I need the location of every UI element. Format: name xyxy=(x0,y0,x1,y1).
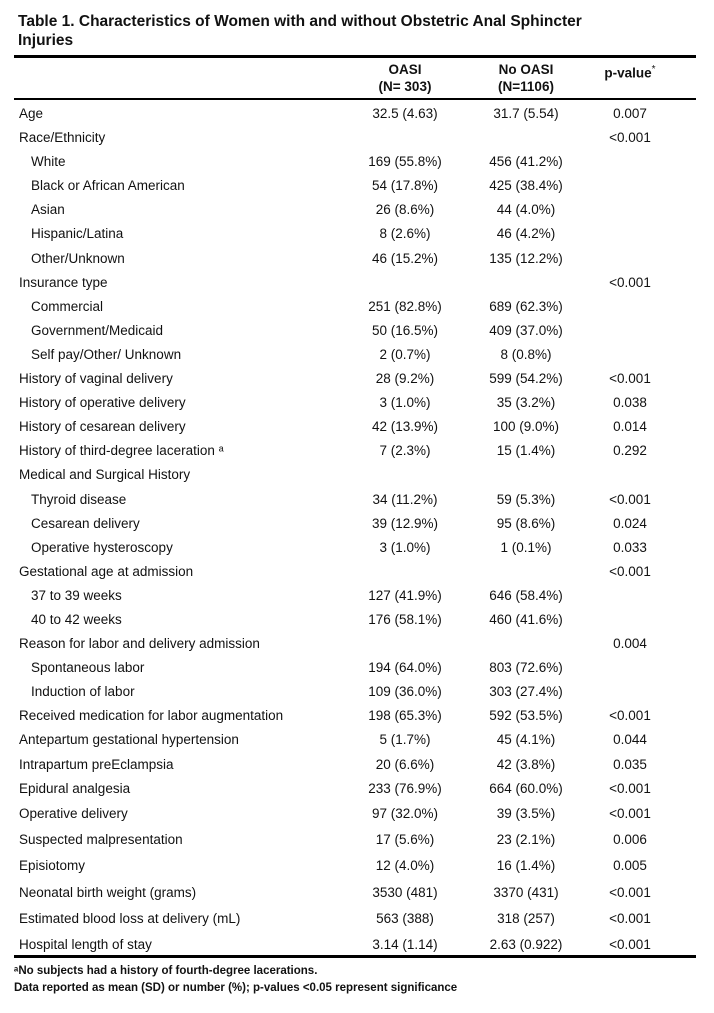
bottom-rule xyxy=(14,955,696,958)
table-row xyxy=(0,704,714,728)
cell-pvalue: 0.292 xyxy=(613,443,647,459)
cell-pvalue: 0.014 xyxy=(613,419,647,435)
cell-no-oasi: 318 (257) xyxy=(497,910,555,926)
row-label: History of cesarean delivery xyxy=(19,419,186,435)
cell-pvalue: 0.007 xyxy=(613,106,647,121)
cell-pvalue: 0.006 xyxy=(613,832,647,848)
row-label: Thyroid disease xyxy=(31,491,127,507)
cell-oasi: 169 (55.8%) xyxy=(368,154,442,170)
table-row xyxy=(0,222,714,246)
table-row xyxy=(0,126,714,150)
cell-oasi: 176 (58.1%) xyxy=(368,611,442,627)
cell-pvalue: 0.004 xyxy=(613,636,647,652)
row-label: Episiotomy xyxy=(19,858,86,874)
header-rule xyxy=(14,98,696,100)
cell-oasi: 7 (2.3%) xyxy=(379,443,431,459)
table-row xyxy=(0,801,714,827)
cell-oasi: 39 (12.9%) xyxy=(371,515,439,531)
row-label: 37 to 39 weeks xyxy=(31,587,122,603)
cell-oasi: 12 (4.0%) xyxy=(375,858,435,874)
cell-no-oasi: 15 (1.4%) xyxy=(496,443,556,459)
cell-oasi: 109 (36.0%) xyxy=(368,684,442,700)
table-row xyxy=(0,853,714,879)
row-label: Reason for labor and delivery admission xyxy=(19,636,260,652)
table-row xyxy=(0,198,714,222)
table-row xyxy=(0,174,714,198)
cell-no-oasi: 42 (3.8%) xyxy=(496,756,556,772)
cell-pvalue: 0.044 xyxy=(613,732,647,748)
cell-no-oasi: 1 (0.1%) xyxy=(500,539,552,555)
table-row xyxy=(0,777,714,801)
cell-pvalue: <0.001 xyxy=(609,937,651,953)
cell-no-oasi: 59 (5.3%) xyxy=(496,491,556,507)
cell-pvalue: <0.001 xyxy=(609,371,651,387)
cell-no-oasi: 46 (4.2%) xyxy=(496,226,556,242)
cell-oasi: 5 (1.7%) xyxy=(379,732,431,748)
table-row xyxy=(0,560,714,584)
table-row xyxy=(0,536,714,560)
table-row xyxy=(0,827,714,853)
cell-no-oasi: 689 (62.3%) xyxy=(489,298,563,314)
cell-no-oasi: 460 (41.6%) xyxy=(489,611,563,627)
row-label: Suspected malpresentation xyxy=(19,832,183,848)
table-row xyxy=(0,415,714,439)
cell-pvalue: <0.001 xyxy=(609,780,651,796)
row-label: Antepartum gestational hypertension xyxy=(19,732,239,748)
table-row xyxy=(0,463,714,487)
row-label: Gestational age at admission xyxy=(19,563,194,579)
row-label: Operative delivery xyxy=(19,805,128,821)
header-pvalue-mark: * xyxy=(651,64,656,75)
cell-oasi: 127 (41.9%) xyxy=(368,587,442,603)
cell-no-oasi: 646 (58.4%) xyxy=(489,587,563,603)
row-label: Operative hysteroscopy xyxy=(31,539,173,555)
cell-pvalue: 0.038 xyxy=(613,395,647,411)
table-row xyxy=(0,632,714,656)
header-oasi: OASI (N= 303) xyxy=(378,62,432,94)
table-row xyxy=(0,680,714,704)
table-row xyxy=(0,343,714,367)
cell-pvalue: 0.005 xyxy=(613,858,647,874)
row-label: History of vaginal delivery xyxy=(19,371,173,387)
cell-pvalue: <0.001 xyxy=(609,563,651,579)
cell-pvalue: <0.001 xyxy=(609,130,651,146)
row-label: Induction of labor xyxy=(31,684,135,700)
table-row xyxy=(0,367,714,391)
cell-no-oasi: 135 (12.2%) xyxy=(489,250,563,266)
cell-oasi: 17 (5.6%) xyxy=(375,832,435,848)
row-label: Asian xyxy=(31,202,65,218)
cell-oasi: 20 (6.6%) xyxy=(375,756,435,772)
cell-no-oasi: 456 (41.2%) xyxy=(489,154,563,170)
cell-no-oasi: 45 (4.1%) xyxy=(496,732,556,748)
table-row xyxy=(0,319,714,343)
cell-pvalue: 0.024 xyxy=(613,515,647,531)
row-label: Intrapartum preEclampsia xyxy=(19,756,174,772)
cell-oasi: 198 (65.3%) xyxy=(368,708,442,724)
cell-oasi: 3530 (481) xyxy=(372,884,438,900)
table-body xyxy=(0,102,714,959)
row-label: Age xyxy=(19,106,44,121)
cell-oasi: 8 (2.6%) xyxy=(379,226,431,242)
cell-no-oasi: 35 (3.2%) xyxy=(496,395,556,411)
table-row xyxy=(0,753,714,777)
cell-no-oasi: 16 (1.4%) xyxy=(496,858,556,874)
cell-oasi: 3 (1.0%) xyxy=(379,539,431,555)
table-row xyxy=(0,271,714,295)
row-label: Spontaneous labor xyxy=(31,660,145,676)
table-row xyxy=(0,295,714,319)
cell-no-oasi: 664 (60.0%) xyxy=(489,780,563,796)
cell-oasi: 97 (32.0%) xyxy=(371,805,439,821)
table-row xyxy=(0,439,714,463)
cell-no-oasi: 44 (4.0%) xyxy=(496,202,556,218)
row-label: Race/Ethnicity xyxy=(19,130,106,146)
table-row xyxy=(0,906,714,932)
cell-oasi: 50 (16.5%) xyxy=(371,322,439,338)
cell-oasi: 3 (1.0%) xyxy=(379,395,431,411)
table-row xyxy=(0,102,714,126)
table-row xyxy=(0,247,714,271)
cell-no-oasi: 303 (27.4%) xyxy=(489,684,563,700)
row-label: Neonatal birth weight (grams) xyxy=(19,884,197,900)
cell-pvalue: <0.001 xyxy=(609,491,651,507)
row-label: Other/Unknown xyxy=(31,250,125,266)
cell-no-oasi: 95 (8.6%) xyxy=(496,515,556,531)
cell-no-oasi: 3370 (431) xyxy=(493,884,559,900)
table-row xyxy=(0,656,714,680)
footnote-b: Data reported as mean (SD) or number (%); p-values <0.05 represent significance xyxy=(14,982,458,994)
cell-no-oasi: 425 (38.4%) xyxy=(489,178,563,194)
table-row xyxy=(0,584,714,608)
row-label: 40 to 42 weeks xyxy=(31,611,122,627)
row-label: Insurance type xyxy=(19,274,108,290)
row-label: Hispanic/Latina xyxy=(31,226,124,242)
cell-no-oasi: 803 (72.6%) xyxy=(489,660,563,676)
row-label: History of operative delivery xyxy=(19,395,186,411)
cell-no-oasi: 8 (0.8%) xyxy=(500,346,552,362)
row-label: Cesarean delivery xyxy=(31,515,140,531)
table-title: Table 1. Characteristics of Women with and without Obstetric Anal Sphincter Injuries xyxy=(18,13,582,49)
cell-oasi: 28 (9.2%) xyxy=(375,371,435,387)
cell-oasi: 3.14 (1.14) xyxy=(372,937,438,953)
cell-oasi: 54 (17.8%) xyxy=(371,178,439,194)
table-row xyxy=(0,608,714,632)
footnote-a: ᵃNo subjects had a history of fourth-degree lacerations. xyxy=(14,965,318,977)
cell-no-oasi: 409 (37.0%) xyxy=(489,322,563,338)
row-label: White xyxy=(31,154,66,170)
cell-no-oasi: 2.63 (0.922) xyxy=(489,937,563,953)
cell-oasi: 32.5 (4.63) xyxy=(372,106,438,121)
row-label: Estimated blood loss at delivery (mL) xyxy=(19,910,241,926)
cell-oasi: 194 (64.0%) xyxy=(368,660,442,676)
row-label: Epidural analgesia xyxy=(19,780,131,796)
row-label: Commercial xyxy=(31,298,104,314)
table-row xyxy=(0,880,714,906)
cell-pvalue: <0.001 xyxy=(609,805,651,821)
table-row xyxy=(0,728,714,752)
cell-pvalue: 0.033 xyxy=(613,539,647,555)
cell-pvalue: <0.001 xyxy=(609,274,651,290)
cell-no-oasi: 592 (53.5%) xyxy=(489,708,563,724)
row-label: Self pay/Other/ Unknown xyxy=(31,346,182,362)
cell-no-oasi: 39 (3.5%) xyxy=(496,805,556,821)
row-label: Government/Medicaid xyxy=(31,322,164,338)
cell-no-oasi: 100 (9.0%) xyxy=(492,419,560,435)
cell-oasi: 34 (11.2%) xyxy=(372,491,438,507)
header-no-oasi: No OASI (N=1106) xyxy=(498,62,554,94)
cell-pvalue: <0.001 xyxy=(609,708,651,724)
table-row xyxy=(0,488,714,512)
cell-no-oasi: 23 (2.1%) xyxy=(496,832,556,848)
cell-no-oasi: 31.7 (5.54) xyxy=(493,106,559,121)
cell-pvalue: 0.035 xyxy=(613,756,647,772)
row-label: Hospital length of stay xyxy=(19,937,152,953)
row-label: History of third-degree laceration ᵃ xyxy=(19,443,224,459)
cell-oasi: 42 (13.9%) xyxy=(371,419,439,435)
cell-oasi: 46 (15.2%) xyxy=(371,250,439,266)
table-row xyxy=(0,512,714,536)
table-row xyxy=(0,391,714,415)
cell-oasi: 251 (82.8%) xyxy=(368,298,442,314)
header-pvalue-label: p-value xyxy=(604,65,652,81)
cell-oasi: 233 (76.9%) xyxy=(368,780,442,796)
top-rule xyxy=(14,55,696,58)
cell-pvalue: <0.001 xyxy=(609,910,651,926)
cell-oasi: 563 (388) xyxy=(376,910,434,926)
cell-no-oasi: 599 (54.2%) xyxy=(489,371,563,387)
row-label: Black or African American xyxy=(31,178,185,194)
cell-oasi: 26 (8.6%) xyxy=(375,202,435,218)
table-row xyxy=(0,150,714,174)
cell-oasi: 2 (0.7%) xyxy=(379,346,431,362)
row-label: Received medication for labor augmentation xyxy=(19,708,284,724)
header-pvalue xyxy=(590,61,670,82)
cell-pvalue: <0.001 xyxy=(609,884,651,900)
row-label: Medical and Surgical History xyxy=(19,467,191,483)
